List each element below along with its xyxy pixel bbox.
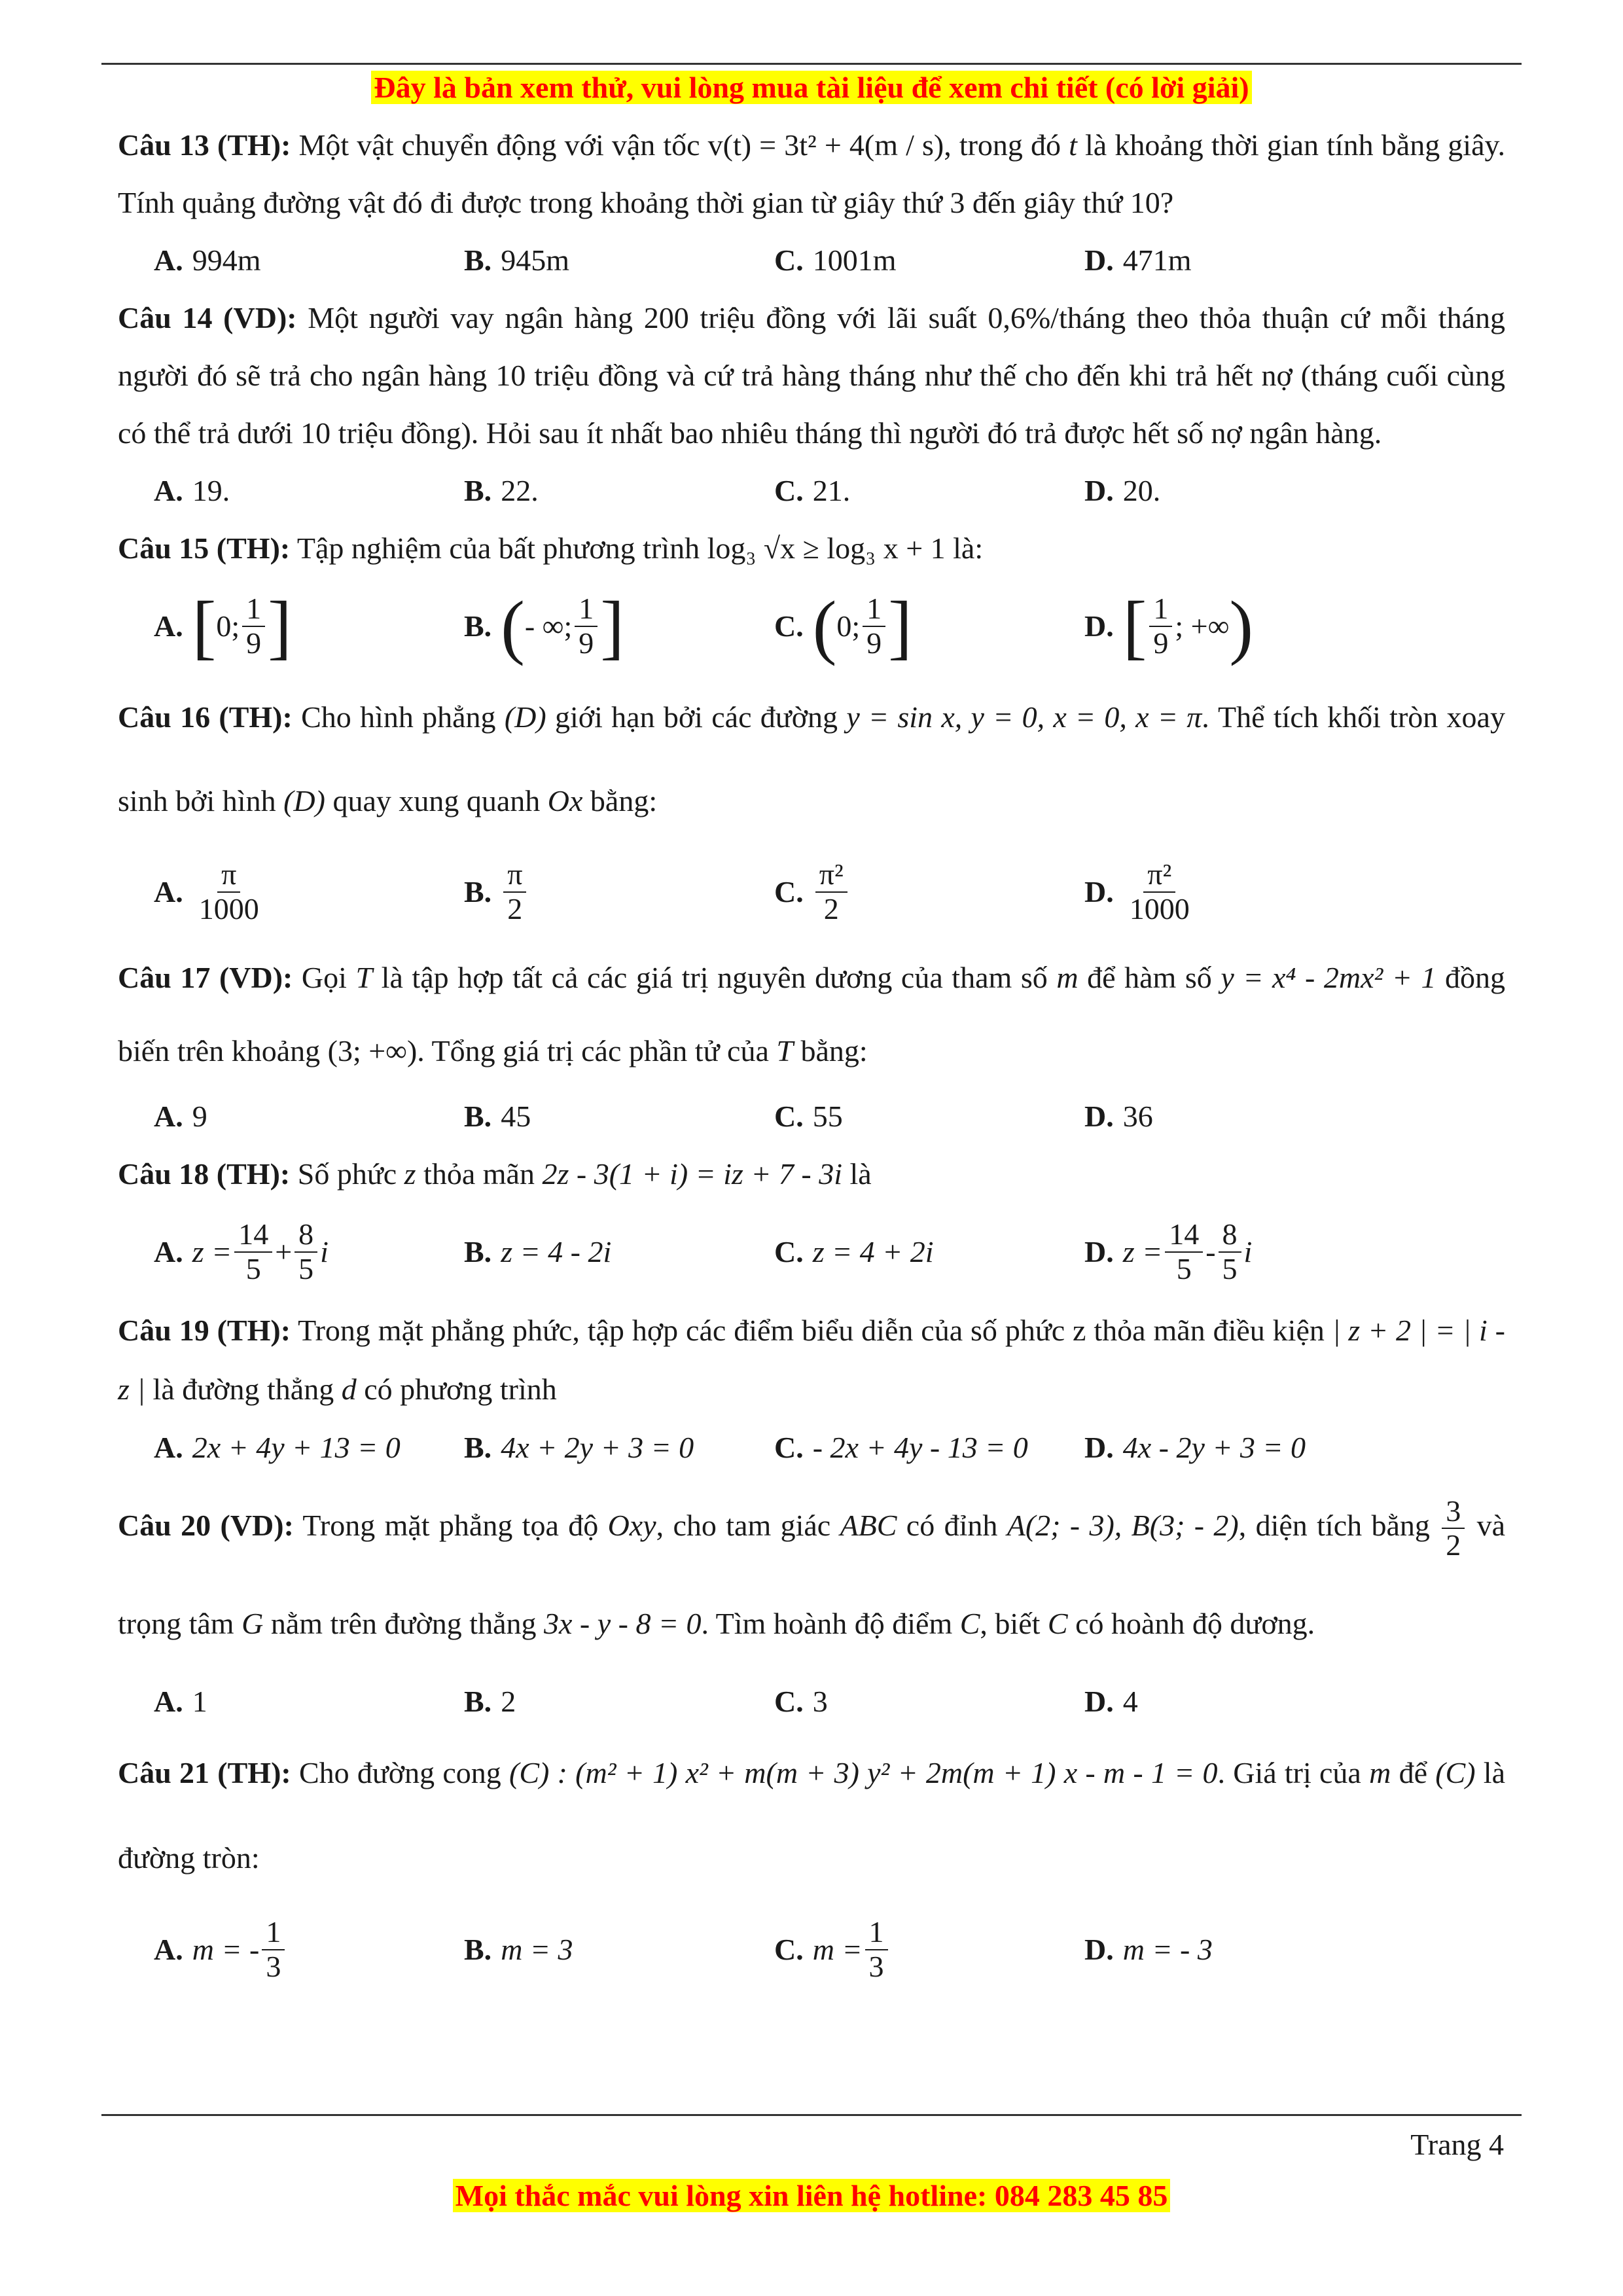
option-label: A. <box>154 609 183 643</box>
q13-option-a[interactable] <box>154 232 464 289</box>
denominator: 3 <box>266 1950 281 1983</box>
question-list <box>118 117 1505 1999</box>
option-label: B. <box>464 243 492 277</box>
q20-math4: G <box>241 1607 264 1640</box>
fraction <box>575 592 597 660</box>
q16-option-a[interactable] <box>154 843 464 941</box>
close-bracket: ) <box>1229 586 1254 666</box>
option-label: A. <box>154 1933 183 1966</box>
fraction <box>234 1218 272 1285</box>
q13-t2: , trong đó <box>944 128 1069 162</box>
q19-t3: có phương trình <box>356 1372 557 1406</box>
question-19 <box>118 1301 1505 1477</box>
q15-t2: là: <box>945 531 984 565</box>
q17-t2: là tập hợp tất cả các giá trị nguyên dương của tham số <box>372 961 1057 994</box>
option-value: 22. <box>501 474 539 507</box>
operator: + <box>275 1235 293 1268</box>
numerator: 14 <box>234 1218 272 1253</box>
q21-math1: (C) : (m² + 1) x² + m(m + 3) y² + 2m(m + 1) x - m - 1 = 0 <box>509 1756 1218 1789</box>
option-label: C. <box>774 1100 804 1133</box>
numerator: 1 <box>863 592 885 627</box>
q13-math2: t <box>1069 128 1077 162</box>
q16-math3: (D) <box>283 784 325 817</box>
q21-option-b[interactable] <box>464 1901 774 1999</box>
option-pre: m = - <box>192 1933 260 1966</box>
fraction <box>865 1916 888 1983</box>
q16-math4: Ox <box>547 784 583 817</box>
option-value: 55 <box>812 1100 843 1133</box>
q17-math2: m <box>1056 961 1079 994</box>
open-bracket: ( <box>501 586 525 666</box>
operator: - <box>1205 1235 1216 1268</box>
option-value: z = 4 - 2i <box>501 1235 612 1268</box>
denominator: 2 <box>1446 1528 1461 1562</box>
numerator: 8 <box>1219 1218 1241 1253</box>
q20-option-b[interactable] <box>464 1673 774 1731</box>
fraction <box>863 592 885 660</box>
q18-option-d[interactable] <box>1084 1203 1395 1301</box>
q15-option-d[interactable] <box>1084 577 1395 675</box>
denominator: 2 <box>507 892 523 925</box>
q18-option-b[interactable] <box>464 1203 774 1301</box>
question-18-head: Câu 18 (TH): <box>118 1157 291 1191</box>
question-15-text <box>118 520 1505 577</box>
fraction <box>242 592 265 660</box>
q17-t5: . Tổng giá trị các phần tử của <box>417 1034 777 1067</box>
q19-option-a[interactable] <box>154 1419 464 1477</box>
q16-t5: bằng: <box>582 784 658 817</box>
question-21-text <box>118 1731 1505 1901</box>
denominator: 9 <box>246 626 262 660</box>
fraction <box>503 858 526 925</box>
q20-math7: C <box>1047 1607 1068 1640</box>
question-17-text <box>118 941 1505 1088</box>
q21-t4: là đường tròn: <box>118 1756 1506 1874</box>
denominator: 3 <box>868 1950 884 1983</box>
option-value: 4x - 2y + 3 = 0 <box>1122 1431 1306 1464</box>
q15-option-a[interactable] <box>154 577 464 675</box>
option-pre: - ∞; <box>524 609 573 643</box>
q20-option-c[interactable] <box>774 1673 1084 1731</box>
option-pre: 0; <box>216 609 240 643</box>
numerator: 14 <box>1165 1218 1203 1253</box>
option-post: i <box>1243 1235 1253 1268</box>
fraction <box>1126 858 1194 925</box>
numerator: 1 <box>242 592 265 627</box>
q13-math1: v(t) = 3t² + 4(m / s) <box>707 128 944 162</box>
option-value: 4x + 2y + 3 = 0 <box>501 1431 694 1464</box>
option-value: 3 <box>812 1685 828 1718</box>
question-19-text <box>118 1301 1505 1419</box>
option-value: 9 <box>192 1100 207 1133</box>
question-16-head: Câu 16 (TH): <box>118 700 293 734</box>
denominator: 5 <box>298 1252 314 1285</box>
q13-t3: là khoảng thời gian tính bằng giây. Tính quảng đường vật đó đi được trong khoảng thời gian từ giây thứ 3 đến giây thứ 10? <box>118 128 1505 219</box>
denominator: 1000 <box>1129 892 1190 925</box>
option-pre: m = <box>812 1933 863 1966</box>
option-value: 471m <box>1122 243 1192 277</box>
option-label: A. <box>154 1235 183 1268</box>
q20-t1: Trong mặt phẳng tọa độ <box>293 1509 608 1542</box>
question-15-head: Câu 15 (TH): <box>118 531 291 565</box>
option-value: 45 <box>501 1100 531 1133</box>
close-bracket: ] <box>268 586 292 666</box>
q17-math5: T <box>776 1034 793 1067</box>
q20-t5: và trọng tâm <box>118 1509 1506 1640</box>
q15-math1: log₃ √x ≥ log₃ x + 1 <box>707 531 946 565</box>
option-label: C. <box>774 1431 804 1464</box>
denominator: 9 <box>579 626 594 660</box>
option-pre: z = <box>1122 1235 1163 1268</box>
q16-option-d[interactable] <box>1084 843 1395 941</box>
numerator: π <box>503 858 526 893</box>
q21-t1: Cho đường cong <box>291 1756 510 1789</box>
question-21 <box>118 1731 1505 1999</box>
q18-option-a[interactable] <box>154 1203 464 1301</box>
option-label: C. <box>774 1685 804 1718</box>
option-value: 2 <box>501 1685 516 1718</box>
option-post: ; +∞ <box>1175 609 1230 643</box>
option-label: D. <box>1084 1235 1114 1268</box>
q18-math2: 2z - 3(1 + i) = iz + 7 - 3i <box>542 1157 843 1191</box>
page-number: Trang 4 <box>1410 2128 1504 2161</box>
question-14-text <box>118 289 1505 462</box>
hotline-banner <box>0 2176 1623 2215</box>
q21-math3: (C) <box>1435 1756 1476 1789</box>
q16-t2: giới hạn bởi các đường <box>546 700 847 734</box>
q19-t1: Trong mặt phẳng phức, tập hợp các điểm biểu diễn của số phức z thỏa mãn điều kiện <box>291 1314 1332 1347</box>
question-16 <box>118 675 1505 941</box>
option-label: C. <box>774 609 804 643</box>
question-20-options <box>154 1673 1505 1731</box>
option-post: i <box>320 1235 329 1268</box>
numerator: 1 <box>865 1916 888 1950</box>
q13-t1: Một vật chuyển động với vận tốc <box>291 128 708 162</box>
open-bracket: [ <box>192 586 217 666</box>
q19-option-d[interactable] <box>1084 1419 1395 1477</box>
q15-option-c[interactable] <box>774 577 1084 675</box>
option-label: B. <box>464 609 492 643</box>
q16-math2: y = sin x, y = 0, x = 0, x = π <box>846 700 1202 734</box>
option-label: D. <box>1084 1431 1114 1464</box>
option-value: 945m <box>501 243 569 277</box>
q20-math2: ABC <box>840 1509 897 1542</box>
q17-t3: để hàm số <box>1078 961 1221 994</box>
q16-t3: . Thể tích khối tròn xoay sinh bởi hình <box>118 700 1505 817</box>
option-value: - 2x + 4y - 13 = 0 <box>812 1431 1028 1464</box>
q17-t1: Gọi <box>293 961 356 994</box>
q13-option-b[interactable] <box>464 232 774 289</box>
close-bracket: ] <box>600 586 624 666</box>
option-label: A. <box>154 1685 183 1718</box>
question-20-head: Câu 20 (VD): <box>118 1509 294 1542</box>
option-label: A. <box>154 1431 183 1464</box>
open-bracket: ( <box>812 586 837 666</box>
question-13-head: Câu 13 (TH): <box>118 128 291 162</box>
numerator: π² <box>815 858 847 893</box>
q20-math5: 3x - y - 8 = 0 <box>543 1607 702 1640</box>
option-label: B. <box>464 1235 492 1268</box>
q17-t6: bằng: <box>793 1034 868 1067</box>
denominator: 5 <box>1222 1252 1238 1285</box>
denominator: 5 <box>1176 1252 1192 1285</box>
option-value: 21. <box>812 474 851 507</box>
q15-option-b[interactable] <box>464 577 774 675</box>
q21-t3: để <box>1391 1756 1436 1789</box>
q16-math1: (D) <box>504 700 546 734</box>
numerator: 1 <box>262 1916 285 1950</box>
fraction <box>294 1218 317 1285</box>
question-15-options <box>154 577 1505 675</box>
hotline-text: Mọi thắc mắc vui lòng xin liên hệ hotline: 084 283 45 85 <box>453 2179 1171 2212</box>
question-18-options <box>154 1203 1505 1301</box>
q15-t1: Tập nghiệm của bất phương trình <box>290 531 707 565</box>
q17-math1: T <box>355 961 373 994</box>
question-13-options <box>154 232 1505 289</box>
q14-option-b[interactable] <box>464 462 774 520</box>
q17-option-d[interactable] <box>1084 1088 1395 1145</box>
numerator: π <box>217 858 240 893</box>
option-label: D. <box>1084 1100 1114 1133</box>
question-16-text <box>118 675 1505 843</box>
q16-t4: quay xung quanh <box>325 784 548 817</box>
option-value: 20. <box>1122 474 1161 507</box>
question-19-head: Câu 19 (TH): <box>118 1314 291 1347</box>
question-14-head: Câu 14 (VD): <box>118 301 297 334</box>
option-label: B. <box>464 875 492 908</box>
option-label: C. <box>774 474 804 507</box>
q20-t2: , cho tam giác <box>656 1509 840 1542</box>
option-label: B. <box>464 1685 492 1718</box>
option-value: z = 4 + 2i <box>812 1235 934 1268</box>
q17-math4: (3; +∞) <box>327 1034 418 1067</box>
option-value: m = 3 <box>501 1933 573 1966</box>
q20-t7: . Tìm hoành độ điểm <box>701 1607 960 1640</box>
q16-t1: Cho hình phẳng <box>292 700 505 734</box>
q20-t6: nằm trên đường thẳng <box>263 1607 544 1640</box>
q20-t4: , diện tích bằng <box>1238 1509 1440 1542</box>
q21-option-a[interactable] <box>154 1901 464 1999</box>
question-21-options <box>154 1901 1505 1999</box>
option-label: C. <box>774 1933 804 1966</box>
option-label: A. <box>154 1100 183 1133</box>
option-label: A. <box>154 474 183 507</box>
numerator: 8 <box>294 1218 317 1253</box>
q17-option-c[interactable] <box>774 1088 1084 1145</box>
fraction <box>262 1916 285 1983</box>
option-value: 1001m <box>812 243 897 277</box>
q18-option-c[interactable] <box>774 1203 1084 1301</box>
option-label: D. <box>1084 1685 1114 1718</box>
q19-math1: | z + 2 | = | i - z | <box>118 1314 1505 1406</box>
q21-option-d[interactable] <box>1084 1901 1395 1999</box>
option-pre: z = <box>192 1235 232 1268</box>
option-value: m = - 3 <box>1122 1933 1213 1966</box>
option-label: A. <box>154 243 183 277</box>
bottom-rule <box>101 2114 1522 2116</box>
q19-math2: d <box>341 1372 357 1406</box>
q14-t1: Một người vay ngân hàng 200 triệu đồng với lãi suất 0,6%/tháng theo thỏa thuận cứ mỗi tháng người đó sẽ trả cho ngân hàng 10 triệu đồng và cứ trả hàng tháng như thế cho đến khi trả hết nợ (tháng cuối cùng có thể trả dưới 10 triệu đồng). Hỏi sau ít nhất bao nhiêu tháng thì người đó trả được hết số nợ ngân hàng. <box>118 301 1505 450</box>
option-label: B. <box>464 1933 492 1966</box>
q18-t1: Số phức <box>290 1157 404 1191</box>
q19-t2: là đường thẳng <box>145 1372 342 1406</box>
q20-t9: có hoành độ dương. <box>1067 1607 1315 1640</box>
q13-option-d[interactable] <box>1084 232 1395 289</box>
q20-option-a[interactable] <box>154 1673 464 1731</box>
option-label: D. <box>1084 609 1114 643</box>
q21-option-c[interactable] <box>774 1901 1084 1999</box>
question-20 <box>118 1477 1505 1731</box>
q20-t3: có đỉnh <box>897 1509 1007 1542</box>
option-label: C. <box>774 875 804 908</box>
q19-option-b[interactable] <box>464 1419 774 1477</box>
numerator: 1 <box>1149 592 1172 627</box>
option-label: D. <box>1084 875 1114 908</box>
question-21-head: Câu 21 (TH): <box>118 1756 291 1789</box>
question-14-options <box>154 462 1505 520</box>
fraction <box>195 858 263 925</box>
option-label: D. <box>1084 243 1114 277</box>
open-bracket: [ <box>1122 586 1147 666</box>
option-value: 2x + 4y + 13 = 0 <box>192 1431 401 1464</box>
fraction <box>1442 1495 1465 1562</box>
q18-t2: thỏa mãn <box>416 1157 543 1191</box>
option-label: D. <box>1084 1933 1114 1966</box>
option-value: 19. <box>192 474 230 507</box>
q18-math1: z <box>404 1157 416 1191</box>
question-13-text <box>118 117 1505 232</box>
option-value: 1 <box>192 1685 207 1718</box>
option-value: 36 <box>1122 1100 1153 1133</box>
question-17-options <box>154 1088 1505 1145</box>
question-18-text <box>118 1145 1505 1203</box>
question-19-options <box>154 1419 1505 1477</box>
q20-math6: C <box>959 1607 980 1640</box>
q20-math1: Oxy <box>607 1509 656 1542</box>
numerator: 3 <box>1442 1495 1465 1530</box>
question-18 <box>118 1145 1505 1301</box>
numerator: 1 <box>575 592 597 627</box>
question-16-options <box>154 843 1505 941</box>
q20-math3: A(2; - 3), B(3; - 2) <box>1007 1509 1239 1542</box>
option-label: D. <box>1084 474 1114 507</box>
q19-option-c[interactable] <box>774 1419 1084 1477</box>
q20-t8: , biết <box>980 1607 1048 1640</box>
question-13 <box>118 117 1505 289</box>
q17-t4: đồng biến trên khoảng <box>118 961 1506 1067</box>
option-label: A. <box>154 875 183 908</box>
option-label: C. <box>774 1235 804 1268</box>
fraction <box>815 858 847 925</box>
q18-t3: là <box>842 1157 872 1191</box>
option-value: 4 <box>1122 1685 1138 1718</box>
option-label: C. <box>774 243 804 277</box>
q16-option-c[interactable] <box>774 843 1084 941</box>
question-17 <box>118 941 1505 1145</box>
preview-banner-text: Đây là bản xem thử, vui lòng mua tài liệu để xem chi tiết (có lời giải) <box>371 71 1251 104</box>
option-label: B. <box>464 1100 492 1133</box>
denominator: 1000 <box>198 892 259 925</box>
q16-option-b[interactable] <box>464 843 774 941</box>
fraction <box>1149 592 1172 660</box>
option-pre: 0; <box>836 609 861 643</box>
numerator: π² <box>1143 858 1175 893</box>
denominator: 5 <box>245 1252 261 1285</box>
top-rule <box>101 63 1522 65</box>
fraction <box>1219 1218 1241 1285</box>
question-20-text <box>118 1477 1505 1673</box>
denominator: 2 <box>823 892 839 925</box>
preview-banner <box>0 68 1623 107</box>
q17-option-b[interactable] <box>464 1088 774 1145</box>
denominator: 9 <box>1153 626 1169 660</box>
q17-math3: y = x⁴ - 2mx² + 1 <box>1221 961 1436 994</box>
option-label: B. <box>464 474 492 507</box>
q17-option-a[interactable] <box>154 1088 464 1145</box>
q14-option-a[interactable] <box>154 462 464 520</box>
q21-math2: m <box>1369 1756 1391 1789</box>
q14-option-c[interactable] <box>774 462 1084 520</box>
question-17-head: Câu 17 (VD): <box>118 961 293 994</box>
q21-t2: . Giá trị của <box>1217 1756 1370 1789</box>
q13-option-c[interactable] <box>774 232 1084 289</box>
denominator: 9 <box>866 626 882 660</box>
option-value: 994m <box>192 243 261 277</box>
question-14 <box>118 289 1505 520</box>
q20-option-d[interactable] <box>1084 1673 1395 1731</box>
question-15 <box>118 520 1505 675</box>
q14-option-d[interactable] <box>1084 462 1395 520</box>
option-label: B. <box>464 1431 492 1464</box>
fraction <box>1165 1218 1203 1285</box>
close-bracket: ] <box>888 586 912 666</box>
